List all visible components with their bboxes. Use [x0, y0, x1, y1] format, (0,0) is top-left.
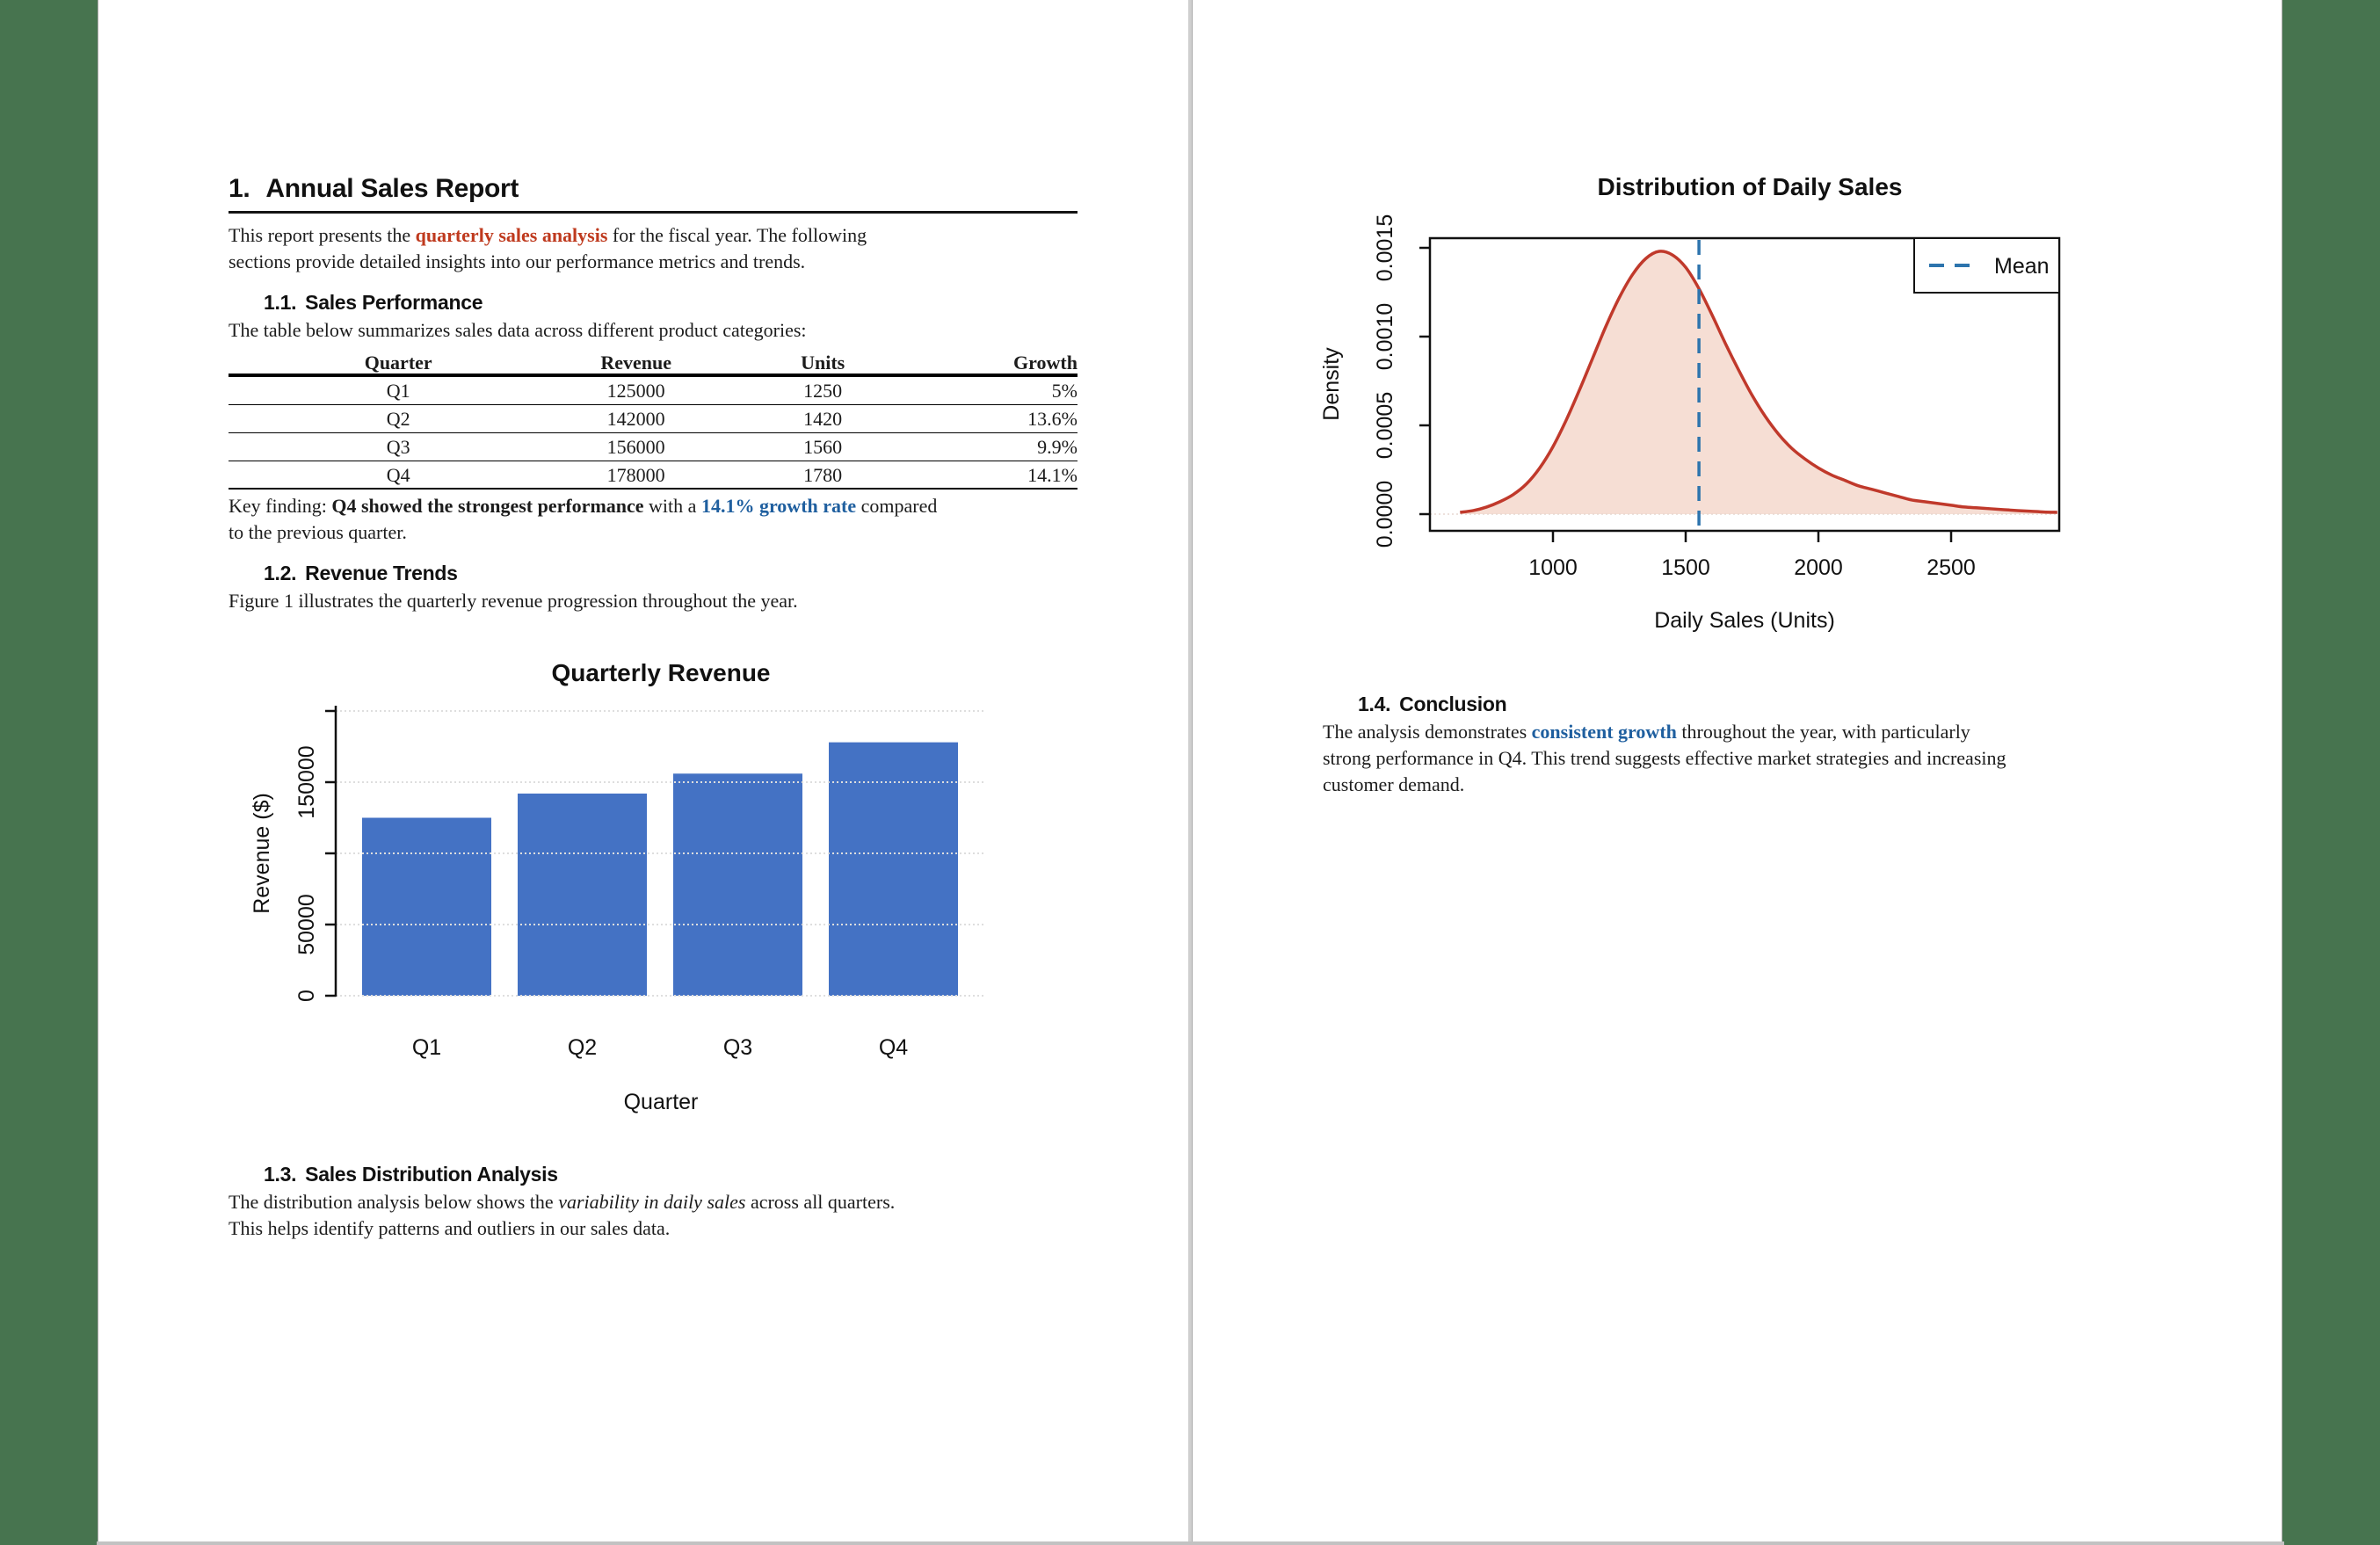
text-run: strong performance in Q4. This trend suggests effective market strategies and increasing [1323, 747, 2006, 769]
x-tick-label: 1500 [1661, 555, 1710, 580]
table-cell: 13.6% [1027, 408, 1078, 430]
table-cell: Q3 [386, 436, 410, 458]
y-tick-label: 0.0015 [1373, 214, 1397, 282]
y-tick-label: 0.0005 [1373, 391, 1397, 460]
text-run: across all quarters. [745, 1191, 896, 1213]
x-category-label: Q4 [878, 1035, 909, 1060]
section-1-2-heading [229, 560, 1078, 586]
bar-Q3 [673, 773, 802, 996]
text-run: Key finding: [229, 495, 332, 517]
bar-Q2 [518, 794, 647, 996]
section-1-3-heading [229, 1161, 1078, 1187]
table-cell: 5% [1051, 380, 1078, 402]
table-header-cell: Units [801, 352, 845, 374]
table-cell: Q4 [386, 464, 410, 486]
text-run: This helps identify patterns and outliers in our sales data. [229, 1217, 671, 1239]
table-header-cell: Revenue [600, 352, 671, 374]
table-cell: 9.9% [1037, 436, 1078, 458]
table-cell: 1250 [803, 380, 843, 402]
page-1[interactable] [98, 0, 1189, 1541]
table-cell: 1560 [803, 436, 843, 458]
text-run: The analysis demonstrates [1323, 721, 1532, 743]
y-tick-label: 0.0010 [1373, 302, 1397, 371]
x-tick-label: 1000 [1528, 555, 1578, 580]
table-cell: 156000 [606, 436, 665, 458]
table-cell: 1780 [803, 464, 843, 486]
text-run: Q4 showed the strongest performance [331, 495, 644, 517]
y-tick-label: 150000 [294, 745, 319, 819]
y-tick-label: 0.0000 [1373, 480, 1397, 548]
section-1-1-heading [229, 289, 1078, 316]
chart-title: Quarterly Revenue [551, 659, 771, 686]
chart-title: Distribution of Daily Sales [1597, 173, 1903, 200]
legend [1914, 238, 2059, 293]
bar-Q4 [829, 743, 958, 996]
table-row [229, 461, 1078, 490]
x-category-label: Q1 [411, 1035, 442, 1060]
text-run: for the fiscal year. The following [607, 224, 867, 246]
x-axis-label: Quarter [623, 1090, 699, 1114]
intro-paragraph [229, 222, 1078, 275]
section-1-2-title: Revenue Trends [305, 562, 458, 584]
y-tick-label: 0 [294, 990, 319, 1002]
text-run: consistent growth [1531, 721, 1677, 743]
text-run: to the previous quarter. [229, 521, 407, 543]
y-axis-label: Revenue ($) [250, 793, 274, 914]
section-1-1-number: 1.1. [264, 291, 297, 314]
section-1-3-title: Sales Distribution Analysis [305, 1163, 558, 1186]
section-1-2-paragraph: Figure 1 illustrates the quarterly revenue progression throughout the year. [229, 590, 798, 612]
table-row [229, 405, 1078, 433]
report-title-text: Annual Sales Report [265, 174, 519, 203]
table-cell: Q2 [386, 408, 410, 430]
y-axis-label: Density [1319, 347, 1344, 421]
table-cell: 1420 [803, 408, 843, 430]
table-cell: 142000 [606, 408, 665, 430]
key-finding-paragraph [229, 493, 1078, 546]
text-run: quarterly sales analysis [415, 224, 608, 246]
legend-label: Mean [1994, 254, 2050, 279]
text-run: variability in daily sales [558, 1191, 746, 1213]
x-category-label: Q3 [722, 1035, 753, 1060]
section-1-4-heading [1323, 691, 2171, 717]
table-cell: 178000 [606, 464, 665, 486]
section-1-4-number: 1.4. [1358, 693, 1391, 715]
section-1-1-title: Sales Performance [305, 291, 483, 314]
y-tick-label: 50000 [294, 894, 319, 955]
table-cell: 14.1% [1027, 464, 1078, 486]
text-run: sections provide detailed insights into our performance metrics and trends. [229, 250, 806, 272]
bar-Q1 [362, 818, 491, 997]
text-run: with a [643, 495, 701, 517]
text-run: compared [856, 495, 938, 517]
x-tick-label: 2500 [1926, 555, 1976, 580]
table-row [229, 433, 1078, 461]
page-2-content [1193, 158, 2282, 798]
table-row [229, 377, 1078, 405]
text-run: 14.1% growth rate [700, 495, 857, 517]
x-tick-label: 2000 [1794, 555, 1843, 580]
bar-chart-group [250, 659, 986, 1114]
x-category-label: Q2 [567, 1035, 598, 1060]
section-1-4-paragraph [1323, 719, 2171, 798]
table-cell: Q1 [386, 380, 410, 402]
text-run: customer demand. [1323, 773, 1465, 795]
sales-table [229, 349, 1078, 490]
viewer-bottom-edge [97, 1541, 2284, 1545]
section-1-1-paragraph: The table below summarizes sales data across different product categories: [229, 319, 807, 341]
quarterly-revenue-bar-chart [229, 646, 1011, 1138]
title-underline [229, 211, 1078, 214]
table-cell: 125000 [606, 380, 665, 402]
table-header-cell: Growth [1013, 352, 1078, 374]
text-run: The distribution analysis below shows the [229, 1191, 559, 1213]
section-1-3-paragraph [229, 1189, 1078, 1242]
daily-sales-density-chart [1281, 158, 2212, 668]
report-title-number: 1. [229, 174, 250, 203]
page-1-content [98, 0, 1188, 1242]
table-header-cell: Quarter [364, 352, 432, 374]
text-run: This report presents the [229, 224, 416, 246]
text-run: throughout the year, with particularly [1676, 721, 1970, 743]
section-1-2-number: 1.2. [264, 562, 297, 584]
page-2[interactable] [1192, 0, 2282, 1541]
x-axis-label: Daily Sales (Units) [1654, 608, 1835, 633]
section-1-4-title: Conclusion [1399, 693, 1507, 715]
section-1-3-number: 1.3. [264, 1163, 297, 1186]
report-title [229, 172, 1078, 206]
density-chart-group [1319, 173, 2059, 633]
table-header-row [229, 349, 1078, 377]
